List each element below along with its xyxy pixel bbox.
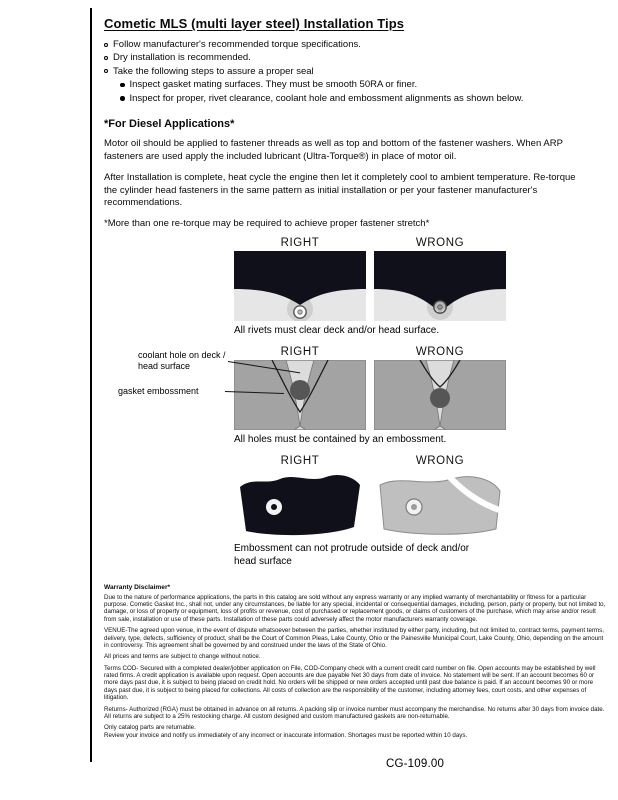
diesel-paragraph-2: After Installation is complete, heat cycle the engine then let it completely cool to ambient temperature. Re-torque the cylinder head fasteners in the same pattern as initial installation or per your fastener manufacturer's recommendations. [104, 171, 576, 209]
bullet-text: Inspect gasket mating surfaces. They must be smooth 50RA or finer. [129, 79, 418, 91]
bullet-item [104, 67, 608, 77]
sub-bullet-item [120, 80, 608, 90]
diagram-section [118, 237, 506, 568]
wrong-heading: WRONG [415, 455, 465, 468]
dot-bullet-icon [120, 83, 125, 88]
diesel-paragraph-1: Motor oil should be applied to fastener threads as well as top and bottom of the fastener washers. When ARP fasteners are used apply the included lubricant (Ultra-Torque®) in place of motor oil. [104, 138, 563, 162]
bullet-text: Inspect for proper, rivet clearance, coolant hole and embossment alignments as shown below. [129, 92, 524, 104]
coolant-hole-label: coolant hole on deck / head surface [138, 350, 226, 371]
diagram-row3 [234, 469, 506, 539]
wrong-heading: WRONG [415, 237, 465, 250]
bullet-text: Take the following steps to assure a proper seal [113, 65, 314, 77]
warranty-heading: Warranty Disclaimer* [104, 584, 171, 592]
protrude-right-diagram [234, 469, 366, 539]
diagram-row1-headers [234, 237, 506, 249]
rivet-caption: All rivets must clear deck and/or head surface. [234, 325, 440, 337]
wrong-heading: WRONG [415, 346, 465, 359]
diesel-applications-heading: *For Diesel Applications* [104, 118, 235, 131]
circle-bullet-icon [104, 56, 108, 60]
protrude-wrong-diagram [374, 469, 506, 539]
page-number: CG-109.00 [386, 758, 445, 770]
sub-bullet-item [120, 94, 608, 104]
warranty-paragraph: Review your invoice and notify us immediately of any incorrect or inaccurate information. Shortages must be reported within 10 days. [104, 731, 468, 739]
protrude-caption: Embossment can not protrude outside of deck and/or head surface [234, 543, 470, 567]
tips-bullet-list [104, 40, 608, 104]
content-area [104, 16, 608, 743]
left-border-rule [90, 8, 92, 762]
rivet-wrong-diagram [374, 251, 506, 321]
retorque-note: *More than one re-torque may be required to achieve proper fastener stretch* [104, 218, 430, 230]
diagram-row2-headers [234, 346, 506, 358]
right-heading: RIGHT [280, 455, 320, 468]
bullet-text: Dry installation is recommended. [113, 52, 251, 64]
warranty-paragraph: Only catalog parts are returnable. [104, 724, 196, 732]
warranty-paragraph: Returns- Authorized (RGA) must be obtained in advance on all returns. A packing slip or invoice number must accompany the merchandise. No returns after 30 days from invoice date. All returns are subject to a 25% restocking charge. All custom designed and custom manufactured gaskets are non-returnable. [104, 705, 605, 720]
page-title: Cometic MLS (multi layer steel) Installation Tips [104, 16, 405, 31]
embossment-right-diagram [234, 360, 366, 430]
warranty-paragraph: Due to the nature of performance applications, the parts in this catalog are sold without any express warranty or any implied warranty of merchantability or fitness for a particular purpose. Cometic Gasket Inc., shall not, under any circumstances, be liable for any special, incidental or consequential damages, including, person, party or property, but not limited to, damage, or loss of property or equipment, loss of profits or revenue, cost of purchased or replacement goods, or claims of customers of the purchase, which may arise and/or result from sale, installation or use of these parts. Installation of these parts could adversely affect the motor manufacturers warranty coverage. [104, 594, 606, 623]
warranty-paragraph: VENUE-The agreed upon venue, in the event of dispute whatsoever between the parties, whether instituted by either party, including, but not limited to, contract terms, payment terms, delivery, type, defects, sufficiency of product, shall be the Court of Common Pleas, Lake County, Ohio or the Painesville Municipal Court, Lake County, Ohio, depending on the amount in controversy. This agreement shall be governed by and construed under the laws of the State of Ohio. [104, 627, 604, 649]
bullet-item [104, 53, 608, 63]
diagram-row3-headers [234, 455, 506, 467]
warranty-section [104, 584, 606, 739]
right-heading: RIGHT [280, 237, 320, 250]
embossment-caption: All holes must be contained by an embossment. [234, 434, 447, 446]
warranty-paragraph: All prices and terms are subject to change without notice. [104, 653, 261, 661]
right-heading: RIGHT [280, 346, 320, 359]
bullet-text: Follow manufacturer's recommended torque specifications. [113, 39, 361, 50]
bullet-item [104, 40, 608, 50]
rivet-right-diagram [234, 251, 366, 321]
warranty-paragraph: Terms COD- Secured with a completed dealer/jobber application on File, COD-Company check with a current credit card number on file. Open accounts may be established by well rated firms. A credit application is available upon request. Open accounts are due payable Net 30 days from date of invoice. No statement will be sent. If an account becomes 60 or more days past due, it is subject to being placed on credit hold. No orders will be shipped or new orders accepted until past due balance is paid. If an account becomes 90 or more days past due, it is subject to being placed for collections. All costs of collection are the responsibility of the customer, including attorney fees, court costs, and other expenses of litigation. [104, 665, 596, 701]
gasket-embossment-label: gasket embossment [118, 386, 199, 397]
embossment-wrong-diagram [374, 360, 506, 430]
circle-bullet-icon [104, 69, 108, 73]
circle-bullet-icon [104, 43, 108, 47]
diagram-row1 [234, 251, 506, 321]
dot-bullet-icon [120, 96, 125, 101]
